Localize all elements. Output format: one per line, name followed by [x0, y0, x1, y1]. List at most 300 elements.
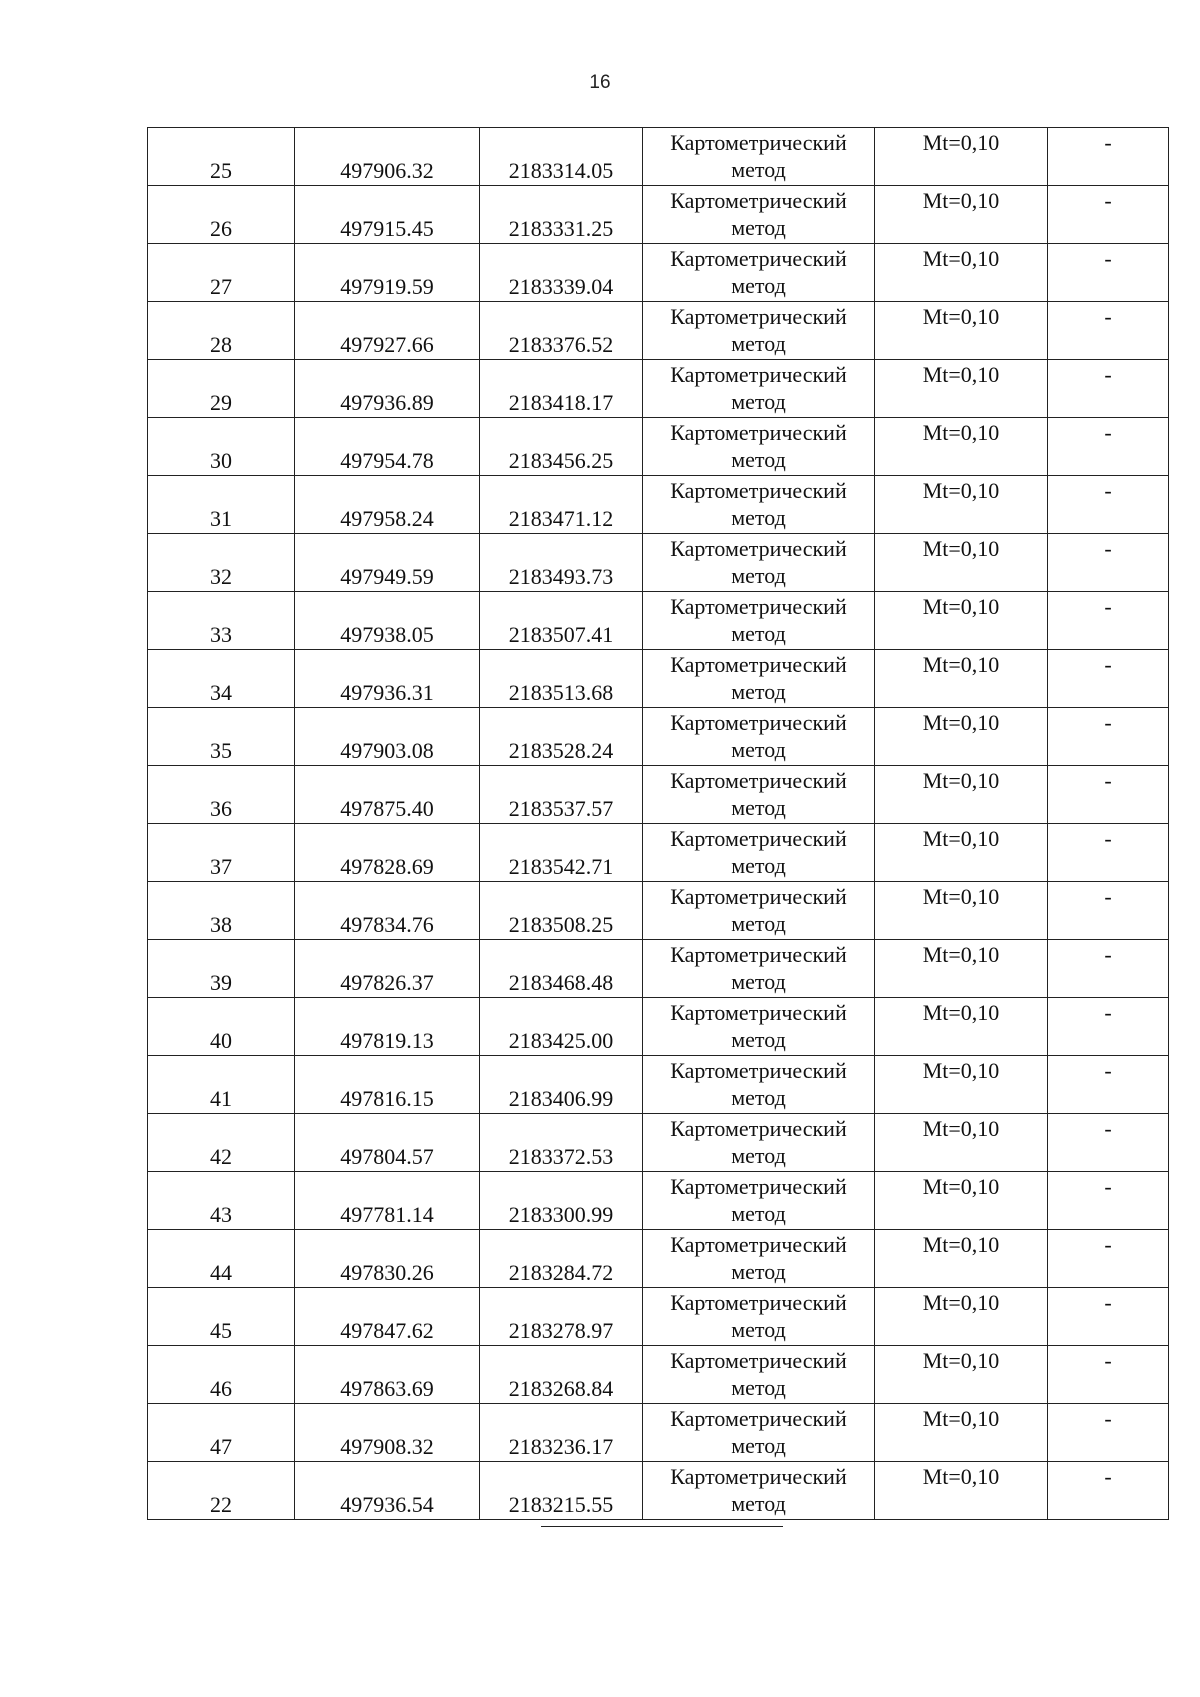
accuracy-value: Mt=0,10 — [922, 130, 1000, 155]
table-row — [148, 244, 1169, 302]
extra-cell — [1048, 766, 1169, 824]
accuracy-value: Mt=0,10 — [922, 1290, 1000, 1315]
point-number-cell — [148, 360, 295, 418]
point-number-cell — [148, 1462, 295, 1520]
method-line1: Картометрический — [670, 304, 847, 329]
point-number: 34 — [210, 680, 232, 705]
method-cell — [643, 1172, 875, 1230]
accuracy-cell — [875, 360, 1048, 418]
method-line2: метод — [731, 1085, 786, 1110]
method-line1: Картометрический — [670, 768, 847, 793]
accuracy-cell — [875, 1172, 1048, 1230]
method-line1: Картометрический — [670, 710, 847, 735]
point-number-cell — [148, 882, 295, 940]
x-coordinate-cell — [295, 244, 480, 302]
x-coordinate-cell — [295, 940, 480, 998]
method-line2: метод — [731, 911, 786, 936]
method-line1: Картометрический — [670, 246, 847, 271]
x-coordinate-cell — [295, 360, 480, 418]
extra-cell — [1048, 1346, 1169, 1404]
point-number-cell — [148, 186, 295, 244]
accuracy-cell — [875, 592, 1048, 650]
extra-cell — [1048, 1462, 1169, 1520]
method-line2: метод — [731, 1027, 786, 1052]
y-coordinate: 2183493.73 — [508, 564, 614, 589]
accuracy-value: Mt=0,10 — [922, 594, 1000, 619]
y-coordinate-cell — [480, 650, 643, 708]
point-number-cell — [148, 1346, 295, 1404]
y-coordinate: 2183537.57 — [508, 796, 614, 821]
table-row — [148, 1462, 1169, 1520]
point-number: 43 — [210, 1202, 232, 1227]
y-coordinate-cell — [480, 418, 643, 476]
x-coordinate: 497936.31 — [340, 680, 434, 705]
y-coordinate: 2183507.41 — [508, 622, 614, 647]
x-coordinate: 497919.59 — [340, 274, 434, 299]
y-coordinate-cell — [480, 186, 643, 244]
table-row — [148, 186, 1169, 244]
accuracy-value: Mt=0,10 — [922, 1232, 1000, 1257]
method-line1: Картометрический — [670, 478, 847, 503]
y-coordinate: 2183376.52 — [508, 332, 614, 357]
x-coordinate: 497908.32 — [340, 1434, 434, 1459]
method-line2: метод — [731, 1317, 786, 1342]
point-number-cell — [148, 650, 295, 708]
accuracy-value: Mt=0,10 — [922, 1058, 1000, 1083]
method-line1: Картометрический — [670, 884, 847, 909]
extra-value: - — [1104, 130, 1112, 155]
y-coordinate-cell — [480, 1172, 643, 1230]
y-coordinate-cell — [480, 998, 643, 1056]
extra-cell — [1048, 940, 1169, 998]
method-line1: Картометрический — [670, 420, 847, 445]
accuracy-cell — [875, 824, 1048, 882]
extra-value: - — [1104, 594, 1112, 619]
method-line1: Картометрический — [670, 1406, 847, 1431]
method-line1: Картометрический — [670, 1348, 847, 1373]
extra-value: - — [1104, 1406, 1112, 1431]
extra-cell — [1048, 418, 1169, 476]
accuracy-value: Mt=0,10 — [922, 246, 1000, 271]
x-coordinate-cell — [295, 708, 480, 766]
x-coordinate-cell — [295, 1346, 480, 1404]
extra-cell — [1048, 592, 1169, 650]
accuracy-cell — [875, 1114, 1048, 1172]
accuracy-cell — [875, 650, 1048, 708]
extra-value: - — [1104, 1174, 1112, 1199]
method-line1: Картометрический — [670, 1290, 847, 1315]
method-line1: Картометрический — [670, 130, 847, 155]
y-coordinate: 2183406.99 — [508, 1086, 614, 1111]
extra-value: - — [1104, 1058, 1112, 1083]
method-cell — [643, 766, 875, 824]
accuracy-value: Mt=0,10 — [922, 304, 1000, 329]
x-coordinate-cell — [295, 1288, 480, 1346]
point-number: 33 — [210, 622, 232, 647]
extra-value: - — [1104, 884, 1112, 909]
y-coordinate-cell — [480, 1462, 643, 1520]
x-coordinate-cell — [295, 186, 480, 244]
x-coordinate: 497958.24 — [340, 506, 434, 531]
x-coordinate-cell — [295, 1230, 480, 1288]
point-number-cell — [148, 418, 295, 476]
point-number: 40 — [210, 1028, 232, 1053]
method-line2: метод — [731, 389, 786, 414]
accuracy-value: Mt=0,10 — [922, 826, 1000, 851]
method-line2: метод — [731, 795, 786, 820]
x-coordinate: 497834.76 — [340, 912, 434, 937]
point-number: 27 — [210, 274, 232, 299]
table-row — [148, 708, 1169, 766]
point-number-cell — [148, 128, 295, 186]
extra-cell — [1048, 476, 1169, 534]
table-row — [148, 418, 1169, 476]
x-coordinate-cell — [295, 592, 480, 650]
extra-value: - — [1104, 942, 1112, 967]
x-coordinate-cell — [295, 1404, 480, 1462]
point-number-cell — [148, 476, 295, 534]
extra-cell — [1048, 128, 1169, 186]
accuracy-cell — [875, 302, 1048, 360]
accuracy-value: Mt=0,10 — [922, 1406, 1000, 1431]
method-cell — [643, 1404, 875, 1462]
y-coordinate-cell — [480, 940, 643, 998]
point-number: 36 — [210, 796, 232, 821]
accuracy-value: Mt=0,10 — [922, 884, 1000, 909]
method-line2: метод — [731, 1201, 786, 1226]
point-number: 38 — [210, 912, 232, 937]
point-number-cell — [148, 534, 295, 592]
extra-cell — [1048, 650, 1169, 708]
y-coordinate-cell — [480, 476, 643, 534]
method-cell — [643, 418, 875, 476]
x-coordinate: 497949.59 — [340, 564, 434, 589]
end-rule — [541, 1526, 783, 1527]
method-line2: метод — [731, 1259, 786, 1284]
table-row — [148, 476, 1169, 534]
y-coordinate: 2183372.53 — [508, 1144, 614, 1169]
method-line1: Картометрический — [670, 362, 847, 387]
table-row — [148, 650, 1169, 708]
method-cell — [643, 1056, 875, 1114]
method-cell — [643, 1288, 875, 1346]
y-coordinate-cell — [480, 244, 643, 302]
accuracy-cell — [875, 1288, 1048, 1346]
table-row — [148, 592, 1169, 650]
y-coordinate: 2183425.00 — [508, 1028, 614, 1053]
method-cell — [643, 302, 875, 360]
method-cell — [643, 1346, 875, 1404]
extra-value: - — [1104, 420, 1112, 445]
table-row — [148, 998, 1169, 1056]
x-coordinate-cell — [295, 534, 480, 592]
y-coordinate: 2183471.12 — [508, 506, 614, 531]
y-coordinate-cell — [480, 1056, 643, 1114]
x-coordinate-cell — [295, 1172, 480, 1230]
accuracy-cell — [875, 128, 1048, 186]
accuracy-cell — [875, 998, 1048, 1056]
x-coordinate-cell — [295, 824, 480, 882]
y-coordinate: 2183456.25 — [508, 448, 614, 473]
x-coordinate: 497915.45 — [340, 216, 434, 241]
method-line2: метод — [731, 331, 786, 356]
y-coordinate: 2183513.68 — [508, 680, 614, 705]
x-coordinate: 497816.15 — [340, 1086, 434, 1111]
method-line1: Картометрический — [670, 1000, 847, 1025]
accuracy-value: Mt=0,10 — [922, 942, 1000, 967]
y-coordinate-cell — [480, 360, 643, 418]
method-line1: Картометрический — [670, 594, 847, 619]
y-coordinate: 2183528.24 — [508, 738, 614, 763]
method-line1: Картометрический — [670, 188, 847, 213]
point-number: 45 — [210, 1318, 232, 1343]
table-row — [148, 882, 1169, 940]
point-number: 44 — [210, 1260, 232, 1285]
table-row — [148, 534, 1169, 592]
point-number-cell — [148, 998, 295, 1056]
accuracy-cell — [875, 476, 1048, 534]
point-number-cell — [148, 1114, 295, 1172]
y-coordinate: 2183418.17 — [508, 390, 614, 415]
point-number: 46 — [210, 1376, 232, 1401]
point-number-cell — [148, 766, 295, 824]
y-coordinate-cell — [480, 1230, 643, 1288]
point-number: 26 — [210, 216, 232, 241]
extra-cell — [1048, 1056, 1169, 1114]
y-coordinate-cell — [480, 1114, 643, 1172]
y-coordinate-cell — [480, 592, 643, 650]
accuracy-cell — [875, 708, 1048, 766]
x-coordinate: 497938.05 — [340, 622, 434, 647]
x-coordinate: 497875.40 — [340, 796, 434, 821]
method-line2: метод — [731, 273, 786, 298]
method-line1: Картометрический — [670, 1174, 847, 1199]
y-coordinate: 2183331.25 — [508, 216, 614, 241]
x-coordinate-cell — [295, 1462, 480, 1520]
x-coordinate: 497936.89 — [340, 390, 434, 415]
method-cell — [643, 1114, 875, 1172]
extra-value: - — [1104, 1290, 1112, 1315]
method-cell — [643, 1230, 875, 1288]
table-row — [148, 302, 1169, 360]
coordinates-table — [147, 127, 1169, 1520]
point-number: 37 — [210, 854, 232, 879]
point-number: 47 — [210, 1434, 232, 1459]
method-line1: Картометрический — [670, 536, 847, 561]
accuracy-value: Mt=0,10 — [922, 478, 1000, 503]
accuracy-cell — [875, 1462, 1048, 1520]
method-line1: Картометрический — [670, 1058, 847, 1083]
extra-cell — [1048, 302, 1169, 360]
y-coordinate: 2183268.84 — [508, 1376, 614, 1401]
point-number-cell — [148, 824, 295, 882]
point-number: 25 — [210, 158, 232, 183]
method-line2: метод — [731, 969, 786, 994]
accuracy-value: Mt=0,10 — [922, 1174, 1000, 1199]
point-number: 22 — [210, 1492, 232, 1517]
extra-value: - — [1104, 768, 1112, 793]
point-number: 39 — [210, 970, 232, 995]
point-number-cell — [148, 940, 295, 998]
x-coordinate: 497804.57 — [340, 1144, 434, 1169]
method-cell — [643, 360, 875, 418]
y-coordinate-cell — [480, 128, 643, 186]
method-cell — [643, 998, 875, 1056]
y-coordinate: 2183215.55 — [508, 1492, 614, 1517]
y-coordinate: 2183542.71 — [508, 854, 614, 879]
extra-value: - — [1104, 1116, 1112, 1141]
method-cell — [643, 128, 875, 186]
method-line2: метод — [731, 505, 786, 530]
x-coordinate-cell — [295, 1114, 480, 1172]
extra-cell — [1048, 824, 1169, 882]
x-coordinate-cell — [295, 128, 480, 186]
table-row — [148, 766, 1169, 824]
point-number: 29 — [210, 390, 232, 415]
accuracy-value: Mt=0,10 — [922, 188, 1000, 213]
extra-cell — [1048, 708, 1169, 766]
method-cell — [643, 708, 875, 766]
extra-value: - — [1104, 188, 1112, 213]
table-row — [148, 1172, 1169, 1230]
point-number-cell — [148, 592, 295, 650]
x-coordinate: 497936.54 — [340, 1492, 434, 1517]
accuracy-cell — [875, 244, 1048, 302]
x-coordinate-cell — [295, 766, 480, 824]
page-number: 16 — [589, 72, 611, 93]
y-coordinate: 2183300.99 — [508, 1202, 614, 1227]
x-coordinate: 497927.66 — [340, 332, 434, 357]
extra-cell — [1048, 882, 1169, 940]
method-line1: Картометрический — [670, 1232, 847, 1257]
y-coordinate-cell — [480, 882, 643, 940]
accuracy-cell — [875, 1056, 1048, 1114]
method-line2: метод — [731, 679, 786, 704]
x-coordinate: 497826.37 — [340, 970, 434, 995]
extra-cell — [1048, 186, 1169, 244]
y-coordinate: 2183284.72 — [508, 1260, 614, 1285]
table-row — [148, 1114, 1169, 1172]
point-number: 30 — [210, 448, 232, 473]
accuracy-value: Mt=0,10 — [922, 652, 1000, 677]
method-line1: Картометрический — [670, 652, 847, 677]
accuracy-value: Mt=0,10 — [922, 1464, 1000, 1489]
extra-cell — [1048, 1404, 1169, 1462]
x-coordinate: 497847.62 — [340, 1318, 434, 1343]
accuracy-cell — [875, 1346, 1048, 1404]
accuracy-value: Mt=0,10 — [922, 536, 1000, 561]
x-coordinate-cell — [295, 998, 480, 1056]
method-line2: метод — [731, 1491, 786, 1516]
x-coordinate-cell — [295, 302, 480, 360]
x-coordinate: 497954.78 — [340, 448, 434, 473]
method-cell — [643, 534, 875, 592]
accuracy-cell — [875, 1230, 1048, 1288]
method-line2: метод — [731, 621, 786, 646]
method-cell — [643, 882, 875, 940]
x-coordinate: 497819.13 — [340, 1028, 434, 1053]
point-number-cell — [148, 244, 295, 302]
extra-cell — [1048, 998, 1169, 1056]
extra-value: - — [1104, 826, 1112, 851]
y-coordinate-cell — [480, 1288, 643, 1346]
point-number-cell — [148, 302, 295, 360]
table-row — [148, 1230, 1169, 1288]
method-line1: Картометрический — [670, 1116, 847, 1141]
extra-value: - — [1104, 1348, 1112, 1373]
table-row — [148, 1288, 1169, 1346]
y-coordinate-cell — [480, 708, 643, 766]
method-cell — [643, 592, 875, 650]
extra-value: - — [1104, 1464, 1112, 1489]
method-line2: метод — [731, 447, 786, 472]
x-coordinate: 497828.69 — [340, 854, 434, 879]
point-number-cell — [148, 1172, 295, 1230]
y-coordinate-cell — [480, 534, 643, 592]
method-line2: метод — [731, 853, 786, 878]
method-cell — [643, 650, 875, 708]
y-coordinate-cell — [480, 824, 643, 882]
table-row — [148, 128, 1169, 186]
method-line2: метод — [731, 1375, 786, 1400]
y-coordinate: 2183339.04 — [508, 274, 614, 299]
point-number-cell — [148, 1404, 295, 1462]
extra-value: - — [1104, 710, 1112, 735]
method-line2: метод — [731, 563, 786, 588]
method-cell — [643, 824, 875, 882]
x-coordinate-cell — [295, 882, 480, 940]
method-line2: метод — [731, 737, 786, 762]
extra-cell — [1048, 1288, 1169, 1346]
table-row — [148, 360, 1169, 418]
y-coordinate-cell — [480, 302, 643, 360]
y-coordinate: 2183278.97 — [508, 1318, 614, 1343]
x-coordinate: 497863.69 — [340, 1376, 434, 1401]
method-line1: Картометрический — [670, 1464, 847, 1489]
extra-value: - — [1104, 652, 1112, 677]
table-row — [148, 1404, 1169, 1462]
x-coordinate-cell — [295, 650, 480, 708]
method-cell — [643, 1462, 875, 1520]
point-number: 28 — [210, 332, 232, 357]
table-row — [148, 1346, 1169, 1404]
accuracy-cell — [875, 882, 1048, 940]
accuracy-value: Mt=0,10 — [922, 420, 1000, 445]
accuracy-value: Mt=0,10 — [922, 362, 1000, 387]
accuracy-cell — [875, 1404, 1048, 1462]
extra-value: - — [1104, 478, 1112, 503]
accuracy-value: Mt=0,10 — [922, 1000, 1000, 1025]
point-number: 31 — [210, 506, 232, 531]
table-row — [148, 940, 1169, 998]
method-line2: метод — [731, 215, 786, 240]
accuracy-cell — [875, 186, 1048, 244]
accuracy-cell — [875, 766, 1048, 824]
point-number-cell — [148, 708, 295, 766]
method-line2: метод — [731, 157, 786, 182]
y-coordinate-cell — [480, 1346, 643, 1404]
method-line2: метод — [731, 1143, 786, 1168]
accuracy-value: Mt=0,10 — [922, 768, 1000, 793]
extra-cell — [1048, 1230, 1169, 1288]
y-coordinate: 2183468.48 — [508, 970, 614, 995]
point-number: 35 — [210, 738, 232, 763]
point-number: 32 — [210, 564, 232, 589]
extra-value: - — [1104, 1232, 1112, 1257]
method-line2: метод — [731, 1433, 786, 1458]
extra-cell — [1048, 1114, 1169, 1172]
accuracy-value: Mt=0,10 — [922, 1348, 1000, 1373]
